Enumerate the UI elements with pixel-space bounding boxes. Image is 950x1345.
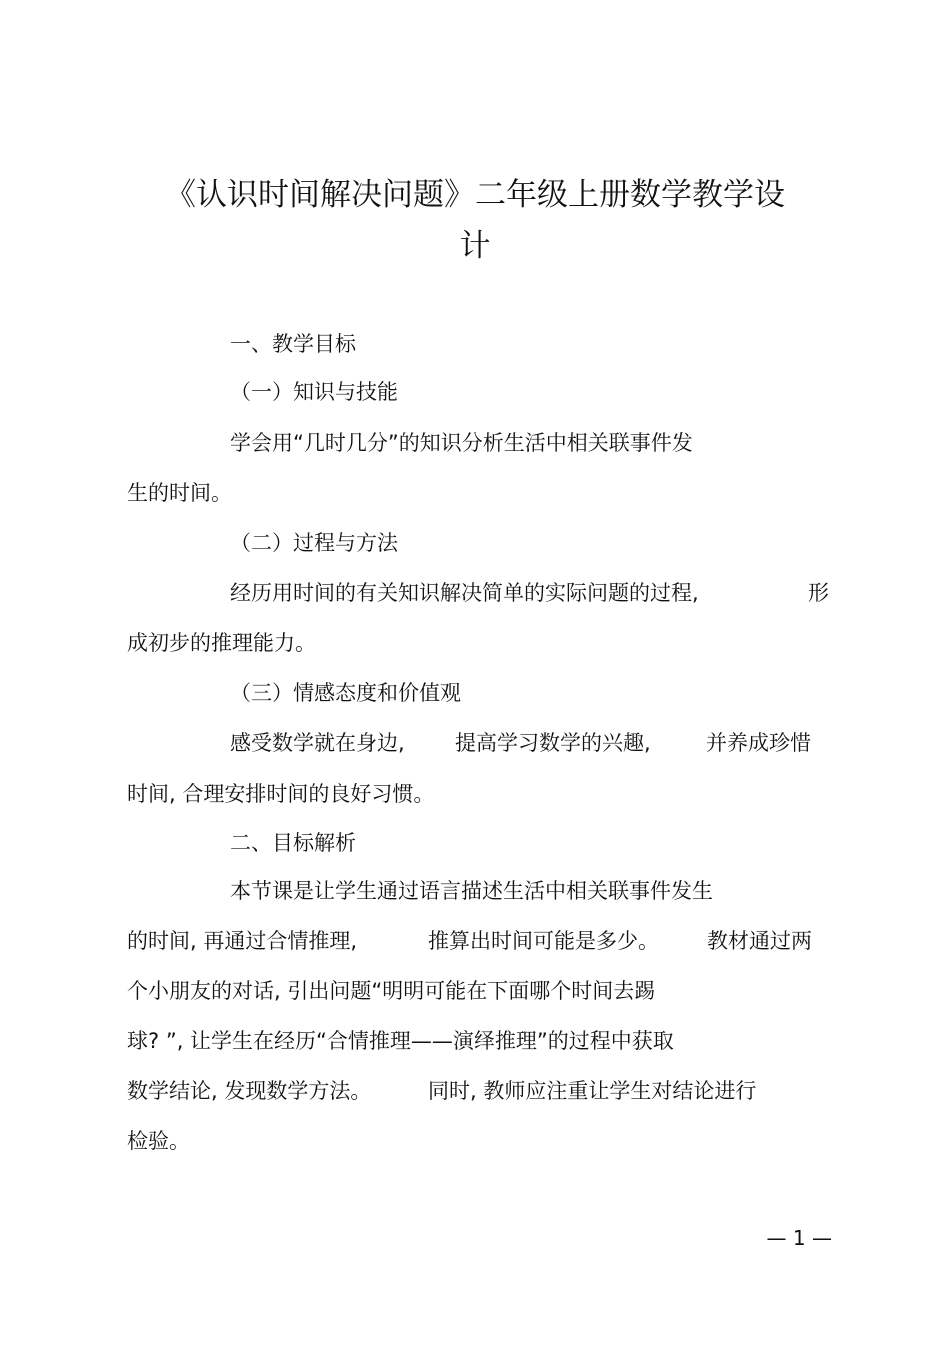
paragraph-line: 球? ”, 让学生在经历“合情推理——演绎推理”的过程中获取 (127, 1029, 674, 1053)
paragraph-line: 感受数学就在身边, (230, 731, 405, 755)
subsection-heading-emotion-values: （三）情感态度和价值观 (230, 681, 461, 705)
document-title-line2: 计 (459, 228, 491, 264)
page-number: — 1 — (766, 1226, 832, 1250)
subsection-heading-knowledge-skills: （一）知识与技能 (230, 380, 398, 404)
paragraph-line: 成初步的推理能力。 (127, 631, 316, 655)
subsection-heading-process-methods: （二）过程与方法 (230, 531, 398, 555)
section-heading-goal-analysis: 二、目标解析 (230, 831, 356, 855)
paragraph-line: 学会用“几时几分”的知识分析生活中相关联事件发 (230, 431, 693, 455)
paragraph-line: 时间, 合理安排时间的良好习惯。 (127, 782, 435, 806)
section-heading-teaching-goals: 一、教学目标 (230, 332, 356, 356)
paragraph-line-fragment: 教材通过两 (707, 929, 812, 953)
paragraph-line: 数学结论, 发现数学方法。 (127, 1079, 372, 1103)
paragraph-line: 本节课是让学生通过语言描述生活中相关联事件发生 (230, 879, 713, 903)
document-title-line1: 《认识时间解决问题》二年级上册数学教学设 (165, 177, 785, 213)
paragraph-line: 的时间, 再通过合情推理, (127, 929, 358, 953)
paragraph-line-fragment: 形 (808, 581, 829, 605)
paragraph-line-fragment: 并养成珍惜 (706, 731, 811, 755)
paragraph-line: 检验。 (127, 1129, 190, 1153)
paragraph-line: 个小朋友的对话, 引出问题“明明可能在下面哪个时间去踢 (127, 979, 656, 1003)
paragraph-line: 经历用时间的有关知识解决简单的实际问题的过程, (230, 581, 699, 605)
paragraph-line-fragment: 推算出时间可能是多少。 (428, 929, 659, 953)
paragraph-line-fragment: 提高学习数学的兴趣, (455, 731, 651, 755)
paragraph-line: 生的时间。 (127, 481, 232, 505)
paragraph-line-fragment: 同时, 教师应注重让学生对结论进行 (428, 1079, 757, 1103)
